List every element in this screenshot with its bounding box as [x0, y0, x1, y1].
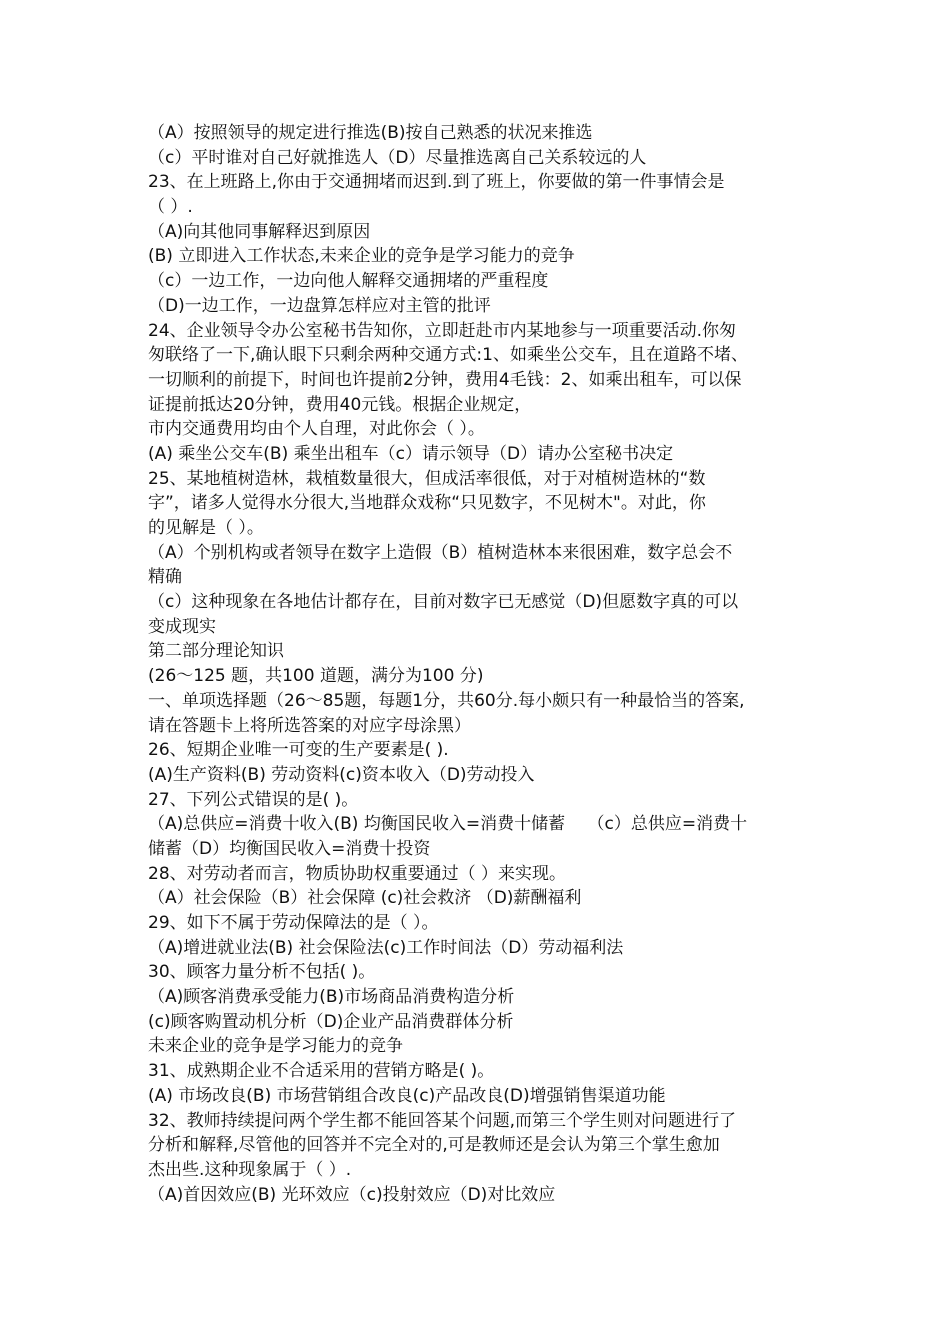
- option-line: （A)顾客消费承受能力(B)市场商品消费构造分析: [148, 987, 515, 1008]
- text-line: 的见解是（ ）。: [148, 518, 264, 538]
- text-line: 匆联络了一下,确认眼下只剩余两种交通方式:1、如乘坐公交车，且在道路不堵、: [148, 345, 748, 366]
- option-line: （A）社会保险（B）社会保障 (c)社会救济 （D)薪酬福利: [148, 888, 582, 909]
- text-line: 精确: [148, 567, 182, 588]
- option-line: （c）一边工作，一边向他人解释交通拥堵的严重程度: [148, 271, 549, 292]
- option-line: （D)一边工作，一边盘算怎样应对主管的批评: [148, 295, 491, 316]
- text-line: 字”，诸多人觉得水分很大,当地群众戏称“只见数字，不见树木"。对此，你: [148, 493, 706, 514]
- option-line: （A)向其他同事解释迟到原因: [148, 221, 371, 242]
- text-line: 分析和解释,尽管他的回答并不完全对的,可是教师还是会认为第三个掌生愈加: [148, 1135, 720, 1156]
- option-line: (c)顾客购置动机分析（D)企业产品消费群体分析: [148, 1011, 514, 1032]
- instruction-line: 请在答题卡上将所选答案的对应字母涂黑）: [148, 715, 471, 736]
- option-line: （A)增进就业法(B) 社会保险法(c)工作时间法（D）劳动福利法: [148, 937, 624, 958]
- question-26: 26、短期企业唯一可变的生产要素是( ).: [148, 740, 449, 761]
- question-30: 30、顾客力量分析不包括( )。: [148, 962, 376, 983]
- section-note: (26～125 题，共100 道题，满分为100 分): [148, 666, 484, 687]
- question-32: 32、教师持续提问两个学生都不能回答某个问题,而第三个学生则对问题进行了: [148, 1110, 737, 1131]
- option-line: (A) 乘坐公交车(B) 乘坐出租车（c）请示领导（D）请办公室秘书决定: [148, 443, 674, 464]
- section-heading: 第二部分理论知识: [148, 641, 284, 662]
- text-line: 市内交通费用均由个人自理，对此你会（ ）。: [148, 419, 485, 440]
- text-line: （c）平时谁对自己好就推选人（D）尽量推选离自己关系较远的人: [148, 147, 647, 168]
- question-28: 28、对劳动者而言，物质协助权重要通过（ ）来实现。: [148, 863, 567, 884]
- question-29: 29、如下不属于劳动保障法的是（ ）。: [148, 913, 439, 933]
- option-line: （A)总供应=消费十收入(B) 均衡国民收入=消费十储蓄 （c）总供应=消费十: [148, 814, 748, 835]
- text-line: 变成现实: [148, 616, 216, 637]
- text-line: 杰出些.这种现象属于（ ）.: [148, 1159, 352, 1180]
- text-line: （ ）.: [148, 197, 193, 218]
- option-line: （c）这种现象在各地估计都存在，目前对数字已无感觉（D)但愿数字真的可以: [148, 592, 739, 613]
- option-line: （A）个别机构或者领导在数字上造假（B）植树造林本来很困难，数字总会不: [148, 542, 733, 563]
- question-25: 25、某地植树造林，栽植数量很大，但成活率很低，对于对植树造林的“数: [148, 468, 706, 489]
- option-line: (A) 市场改良(B) 市场营销组合改良(c)产品改良(D)增强销售渠道功能: [148, 1085, 666, 1106]
- question-27: 27、下列公式错误的是( )。: [148, 789, 359, 810]
- text-line: 证提前抵达20分钟，费用40元钱。根据企业规定，: [148, 394, 532, 415]
- instruction-line: 一、单项选择题（26～85题，每题1分，共60分.每小颇只有一种最恰当的答案,: [148, 690, 745, 711]
- option-line: （A)首因效应(B) 光环效应（c)投射效应（D)对比效应: [148, 1184, 556, 1205]
- question-23: 23、在上班路上,你由于交通拥堵而迟到.到了班上，你要做的第一件事情会是: [148, 172, 725, 193]
- option-line: (B) 立即进入工作状态,未来企业的竞争是学习能力的竞争: [148, 246, 575, 267]
- option-line: (A)生产资料(B) 劳动资料(c)资本收入（D)劳动投入: [148, 764, 535, 785]
- question-31: 31、成熟期企业不合适采用的营销方略是( )。: [148, 1061, 495, 1082]
- text-line: 一切顺利的前提下，时间也许提前2分钟，费用4毛钱：2、如乘出租车，可以保: [148, 369, 742, 390]
- option-line: 储蓄（D）均衡国民收入=消费十投资: [148, 838, 431, 859]
- question-24: 24、企业领导令办公室秘书告知你，立即赶赴市内某地参与一项重要活动.你匆: [148, 320, 737, 341]
- text-line: 未来企业的竞争是学习能力的竞争: [148, 1036, 403, 1057]
- text-line: （A）按照领导的规定进行推选(B)按自己熟悉的状况来推选: [148, 123, 593, 143]
